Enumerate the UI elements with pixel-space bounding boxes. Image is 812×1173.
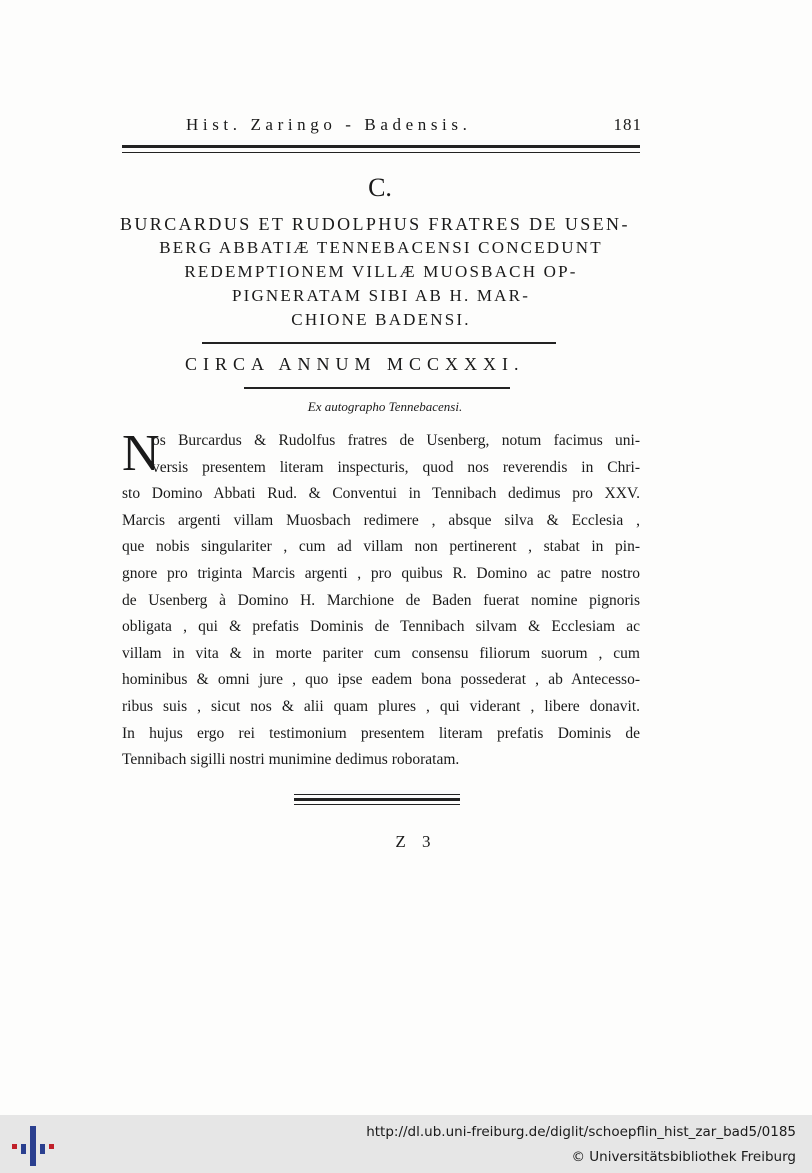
document-heading [120, 212, 642, 332]
running-head [186, 115, 646, 139]
heading-line: CHIONE BADENSI. [291, 310, 471, 329]
text-line: villam in vita & in morte pariter cum consensu filiorum suorum , cum [122, 644, 640, 662]
text-line: sto Domino Abbati Rud. & Conventui in Tennibach dedimus pro XXV. [122, 485, 640, 503]
date-line: CIRCA ANNUM MCCXXXI. [185, 354, 525, 374]
head-rule-thin [122, 152, 640, 153]
date-rule [244, 387, 510, 389]
text-line: Tennibach sigilli nostri munimine dedimus roboratam. [122, 751, 460, 769]
library-logo-icon [10, 1124, 54, 1168]
copyright-notice: © Universitätsbibliothek Freiburg [571, 1149, 796, 1165]
heading-line: BURCARDUS ET RUDOLPHUS FRATRES DE USEN- [120, 214, 630, 234]
charter-text [122, 425, 640, 774]
end-rule-1 [294, 794, 460, 795]
text-line: hominibus & omni jure , quo ipse eadem bona possederat , ab Antecesso- [122, 671, 640, 689]
heading-line: REDEMPTIONEM VILLÆ MUOSBACH OP- [184, 262, 578, 281]
end-rule-3 [294, 804, 460, 805]
source-note: Ex autographo Tennebacensi. [307, 399, 463, 414]
text-line: gnore pro triginta Marcis argenti , pro quibus R. Domino ac patre nostro [122, 564, 640, 582]
text-line: In hujus ergo rei testimonium presentem literam prefatis Dominis de [122, 724, 640, 742]
heading-line: BERG ABBATIÆ TENNEBACENSI CONCEDUNT [159, 238, 603, 257]
heading-rule [202, 342, 556, 344]
page-number: 181 [613, 115, 642, 134]
permalink-url[interactable]: http://dl.ub.uni-freiburg.de/diglit/schoepflin_hist_zar_bad5/0185 [366, 1124, 796, 1140]
running-head-title: Hist. Zaringo - Badensis. [186, 115, 472, 134]
text-line: obligata , qui & prefatis Dominis de Tennibach silvam & Ecclesiam ac [122, 618, 640, 636]
heading-line: PIGNERATAM SIBI AB H. MAR- [231, 286, 531, 305]
head-rule-thick [122, 145, 640, 148]
text-line: Marcis argenti villam Muosbach redimere , absque silva & Ecclesia , [122, 511, 640, 529]
signature-mark: Z 3 [395, 832, 437, 851]
text-line: de Usenberg à Domino H. Marchione de Baden fuerat nomine pignoris [122, 591, 640, 609]
end-rule-2 [294, 798, 460, 801]
text-line: os Burcardus & Rudolfus fratres de Usenberg, notum facimus uni- [152, 432, 640, 449]
text-line: ribus suis , sicut nos & alii quam plures , qui viderant , libere donavit. [122, 697, 640, 715]
text-line: que nobis singulariter , cum ad villam non pertinerent , stabat in pin- [122, 538, 640, 556]
drop-capital: N [122, 425, 160, 482]
text-line: versis presentem literam inspecturis, quod nos reverendis in Chri- [152, 458, 640, 476]
chapter-letter: C. [368, 173, 392, 202]
